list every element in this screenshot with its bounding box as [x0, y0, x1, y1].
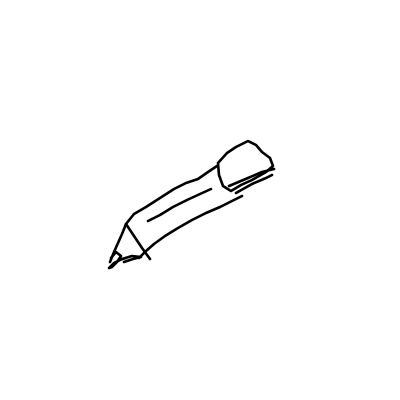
pencil-tip-cone: [126, 224, 150, 259]
pencil-body-bottom: [139, 196, 242, 258]
pencil-eraser: [218, 141, 273, 191]
